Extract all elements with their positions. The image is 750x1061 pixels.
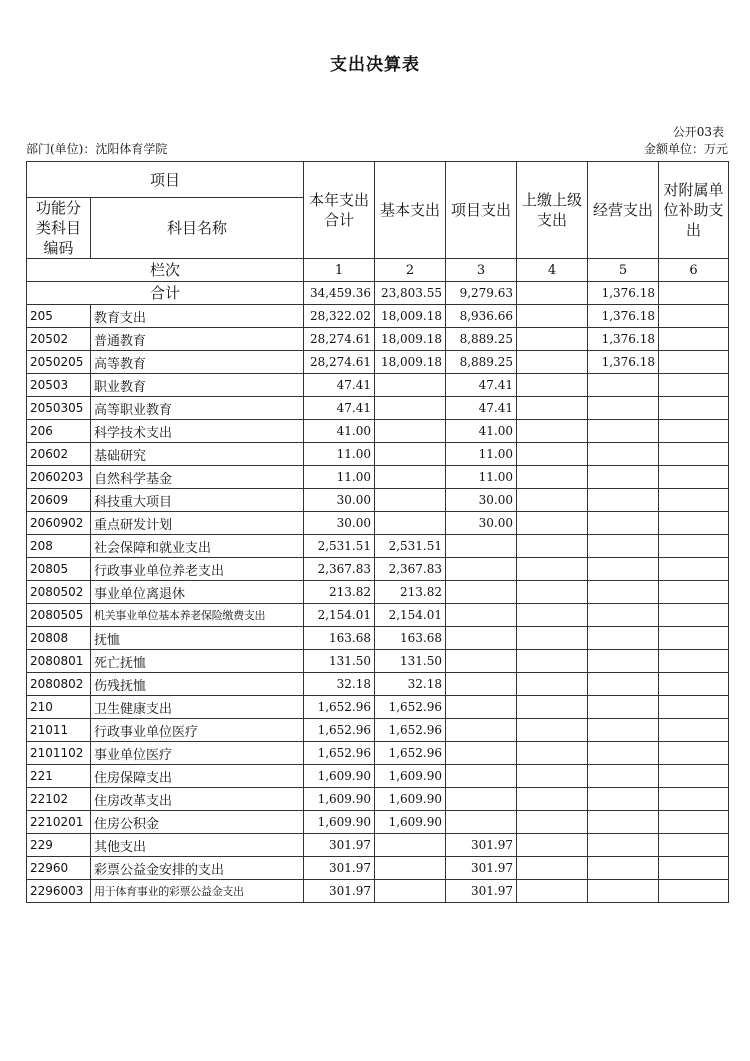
func-code-cell: 229: [27, 834, 91, 857]
amount-cell: [517, 765, 588, 788]
amount-cell: [588, 535, 659, 558]
table-row: [27, 834, 729, 857]
amount-cell: [517, 351, 588, 374]
amount-cell: [659, 880, 729, 903]
amount-cell: 2,531.51: [304, 535, 375, 558]
amount-cell: [588, 443, 659, 466]
department-label: 部门(单位)：沈阳体育学院: [26, 142, 168, 156]
amount-cell: 1,609.90: [304, 765, 375, 788]
amount-cell: 11.00: [304, 443, 375, 466]
subject-name-cell: 社会保障和就业支出: [91, 535, 304, 558]
func-code-cell: 22960: [27, 857, 91, 880]
func-code-cell: 20805: [27, 558, 91, 581]
func-code-cell: 2060203: [27, 466, 91, 489]
amount-cell: 2,367.83: [304, 558, 375, 581]
table-row: [27, 857, 729, 880]
amount-cell: 11.00: [446, 443, 517, 466]
amount-cell: 30.00: [304, 512, 375, 535]
func-code-cell: 206: [27, 420, 91, 443]
header-basic: 基本支出: [375, 162, 446, 259]
amount-cell: 1,376.18: [588, 351, 659, 374]
amount-cell: [517, 811, 588, 834]
amount-cell: [517, 604, 588, 627]
amount-cell: 30.00: [304, 489, 375, 512]
amount-cell: [446, 627, 517, 650]
amount-cell: [588, 673, 659, 696]
table-row: [27, 673, 729, 696]
table-row: [27, 374, 729, 397]
func-code-cell: 20609: [27, 489, 91, 512]
amount-cell: 1,609.90: [375, 788, 446, 811]
subject-name-cell: 职业教育: [91, 374, 304, 397]
func-code-cell: 2080502: [27, 581, 91, 604]
amount-cell: 18,009.18: [375, 351, 446, 374]
amount-cell: [517, 581, 588, 604]
amount-cell: [588, 696, 659, 719]
amount-cell: 1,609.90: [375, 811, 446, 834]
subject-name-cell: 基础研究: [91, 443, 304, 466]
subject-name-cell: 死亡抚恤: [91, 650, 304, 673]
subject-name-cell: 住房保障支出: [91, 765, 304, 788]
amount-cell: 163.68: [375, 627, 446, 650]
amount-cell: [446, 765, 517, 788]
amount-cell: 1,652.96: [375, 719, 446, 742]
amount-cell: [659, 351, 729, 374]
amount-cell: 1,652.96: [304, 742, 375, 765]
amount-cell: 11.00: [304, 466, 375, 489]
amount-cell: [659, 834, 729, 857]
column-index-label: 栏次: [27, 259, 304, 282]
amount-cell: 1,652.96: [304, 696, 375, 719]
amount-cell: 8,936.66: [446, 305, 517, 328]
amount-cell: 213.82: [304, 581, 375, 604]
amount-cell: [375, 420, 446, 443]
amount-cell: 301.97: [446, 834, 517, 857]
table-row: [27, 604, 729, 627]
amount-cell: 41.00: [304, 420, 375, 443]
func-code-cell: 2050305: [27, 397, 91, 420]
amount-cell: [588, 765, 659, 788]
amount-cell: [375, 466, 446, 489]
amount-cell: [588, 420, 659, 443]
subject-name-cell: 住房公积金: [91, 811, 304, 834]
total-cell: [659, 282, 729, 305]
amount-cell: 1,652.96: [375, 742, 446, 765]
amount-cell: [446, 788, 517, 811]
amount-cell: [446, 558, 517, 581]
subject-name-cell: 伤残抚恤: [91, 673, 304, 696]
amount-cell: [517, 305, 588, 328]
func-code-cell: 20502: [27, 328, 91, 351]
amount-cell: 301.97: [304, 857, 375, 880]
amount-cell: [517, 443, 588, 466]
amount-cell: 301.97: [304, 834, 375, 857]
amount-cell: [588, 742, 659, 765]
amount-cell: 2,531.51: [375, 535, 446, 558]
func-code-cell: 21011: [27, 719, 91, 742]
amount-cell: 1,652.96: [375, 696, 446, 719]
subject-name-cell: 机关事业单位基本养老保险缴费支出: [91, 604, 304, 627]
amount-cell: [517, 696, 588, 719]
amount-cell: [659, 627, 729, 650]
table-row: [27, 788, 729, 811]
table-row: [27, 811, 729, 834]
amount-cell: [588, 581, 659, 604]
amount-cell: [659, 305, 729, 328]
amount-cell: [659, 811, 729, 834]
amount-cell: [659, 512, 729, 535]
header-item: 项目: [27, 162, 304, 198]
header-func-code: 功能分类科目编码: [27, 198, 91, 259]
amount-cell: [517, 374, 588, 397]
amount-cell: 47.41: [304, 374, 375, 397]
amount-cell: [375, 443, 446, 466]
amount-cell: [588, 397, 659, 420]
amount-cell: 32.18: [304, 673, 375, 696]
amount-cell: [375, 880, 446, 903]
amount-cell: 11.00: [446, 466, 517, 489]
amount-cell: [375, 397, 446, 420]
table-row: [27, 328, 729, 351]
func-code-cell: 205: [27, 305, 91, 328]
subject-name-cell: 卫生健康支出: [91, 696, 304, 719]
table-row: [27, 535, 729, 558]
amount-cell: [588, 512, 659, 535]
amount-cell: 30.00: [446, 512, 517, 535]
amount-cell: [517, 397, 588, 420]
amount-cell: [588, 374, 659, 397]
amount-cell: [517, 466, 588, 489]
amount-cell: [588, 489, 659, 512]
amount-cell: [588, 719, 659, 742]
amount-cell: 1,652.96: [304, 719, 375, 742]
column-index-cell: 4: [517, 259, 588, 282]
amount-cell: [375, 834, 446, 857]
amount-cell: [588, 880, 659, 903]
total-cell: 9,279.63: [446, 282, 517, 305]
table-row: [27, 443, 729, 466]
amount-cell: 8,889.25: [446, 351, 517, 374]
total-cell: [517, 282, 588, 305]
amount-cell: [659, 420, 729, 443]
amount-cell: [517, 558, 588, 581]
amount-cell: [659, 466, 729, 489]
total-row-label: 合计: [27, 282, 304, 305]
table-row: [27, 765, 729, 788]
amount-cell: [517, 880, 588, 903]
amount-cell: [446, 742, 517, 765]
subject-name-cell: 彩票公益金安排的支出: [91, 857, 304, 880]
func-code-cell: 22102: [27, 788, 91, 811]
amount-cell: [659, 489, 729, 512]
table-row: [27, 742, 729, 765]
amount-cell: 301.97: [446, 880, 517, 903]
amount-cell: [446, 581, 517, 604]
amount-cell: [588, 604, 659, 627]
amount-cell: [446, 673, 517, 696]
table-row: [27, 558, 729, 581]
amount-cell: 2,154.01: [304, 604, 375, 627]
amount-cell: 213.82: [375, 581, 446, 604]
page-title: 支出决算表: [330, 55, 420, 75]
amount-cell: [659, 742, 729, 765]
table-row: [27, 420, 729, 443]
amount-cell: 18,009.18: [375, 305, 446, 328]
amount-cell: 8,889.25: [446, 328, 517, 351]
amount-cell: 41.00: [446, 420, 517, 443]
func-code-cell: 2080505: [27, 604, 91, 627]
subject-name-cell: 高等教育: [91, 351, 304, 374]
header-subject-name: 科目名称: [91, 198, 304, 259]
amount-cell: 47.41: [446, 397, 517, 420]
total-cell: 1,376.18: [588, 282, 659, 305]
table-row: [27, 627, 729, 650]
amount-cell: [375, 489, 446, 512]
func-code-cell: 2050205: [27, 351, 91, 374]
amount-cell: 131.50: [375, 650, 446, 673]
amount-cell: 1,609.90: [304, 811, 375, 834]
amount-unit-label: 金额单位：万元: [643, 142, 728, 156]
amount-cell: [446, 535, 517, 558]
table-row: [27, 397, 729, 420]
amount-cell: [517, 627, 588, 650]
amount-cell: [588, 466, 659, 489]
subject-name-cell: 重点研发计划: [91, 512, 304, 535]
amount-cell: [659, 857, 729, 880]
subject-name-cell: 行政事业单位医疗: [91, 719, 304, 742]
amount-cell: [659, 328, 729, 351]
amount-cell: [517, 535, 588, 558]
table-row: [27, 512, 729, 535]
amount-cell: [659, 673, 729, 696]
func-code-cell: 221: [27, 765, 91, 788]
amount-cell: 28,322.02: [304, 305, 375, 328]
amount-cell: [659, 535, 729, 558]
amount-cell: 18,009.18: [375, 328, 446, 351]
func-code-cell: 2101102: [27, 742, 91, 765]
table-row: [27, 581, 729, 604]
amount-cell: 1,376.18: [588, 328, 659, 351]
amount-cell: [588, 788, 659, 811]
amount-cell: [446, 719, 517, 742]
amount-cell: [588, 650, 659, 673]
table-row: [27, 880, 729, 903]
func-code-cell: 2080802: [27, 673, 91, 696]
amount-cell: 2,154.01: [375, 604, 446, 627]
func-code-cell: 2210201: [27, 811, 91, 834]
subject-name-cell: 用于体育事业的彩票公益金支出: [91, 880, 304, 903]
amount-cell: 28,274.61: [304, 328, 375, 351]
subject-name-cell: 行政事业单位养老支出: [91, 558, 304, 581]
func-code-cell: 20808: [27, 627, 91, 650]
amount-cell: 301.97: [304, 880, 375, 903]
subject-name-cell: 自然科学基金: [91, 466, 304, 489]
amount-cell: [659, 581, 729, 604]
amount-cell: [517, 673, 588, 696]
amount-cell: 47.41: [304, 397, 375, 420]
subject-name-cell: 其他支出: [91, 834, 304, 857]
func-code-cell: 208: [27, 535, 91, 558]
subject-name-cell: 事业单位医疗: [91, 742, 304, 765]
header-upper: 上缴上级支出: [517, 162, 588, 259]
expenditure-table: [26, 161, 729, 903]
amount-cell: 28,274.61: [304, 351, 375, 374]
table-code: 公开03表: [672, 125, 724, 139]
amount-cell: [659, 374, 729, 397]
amount-cell: [517, 719, 588, 742]
amount-cell: [517, 489, 588, 512]
amount-cell: 163.68: [304, 627, 375, 650]
amount-cell: [588, 857, 659, 880]
amount-cell: [517, 788, 588, 811]
amount-cell: [588, 558, 659, 581]
amount-cell: 2,367.83: [375, 558, 446, 581]
amount-cell: 1,376.18: [588, 305, 659, 328]
column-index-cell: 6: [659, 259, 729, 282]
amount-cell: 32.18: [375, 673, 446, 696]
amount-cell: 1,609.90: [304, 788, 375, 811]
amount-cell: 301.97: [446, 857, 517, 880]
amount-cell: 30.00: [446, 489, 517, 512]
total-cell: 34,459.36: [304, 282, 375, 305]
amount-cell: [375, 374, 446, 397]
amount-cell: [659, 443, 729, 466]
amount-cell: [517, 857, 588, 880]
func-code-cell: 2296003: [27, 880, 91, 903]
subject-name-cell: 抚恤: [91, 627, 304, 650]
column-index-cell: 1: [304, 259, 375, 282]
amount-cell: [659, 397, 729, 420]
amount-cell: [659, 558, 729, 581]
amount-cell: [659, 604, 729, 627]
amount-cell: 131.50: [304, 650, 375, 673]
header-project: 项目支出: [446, 162, 517, 259]
amount-cell: [588, 627, 659, 650]
column-index-cell: 5: [588, 259, 659, 282]
table-row: [27, 489, 729, 512]
amount-cell: [517, 834, 588, 857]
amount-cell: [588, 811, 659, 834]
table-row: [27, 650, 729, 673]
amount-cell: [517, 742, 588, 765]
amount-cell: [517, 420, 588, 443]
amount-cell: [659, 696, 729, 719]
column-index-cell: 2: [375, 259, 446, 282]
amount-cell: [659, 765, 729, 788]
func-code-cell: 2080801: [27, 650, 91, 673]
amount-cell: [446, 696, 517, 719]
subject-name-cell: 科学技术支出: [91, 420, 304, 443]
func-code-cell: 20602: [27, 443, 91, 466]
table-row: [27, 466, 729, 489]
func-code-cell: 20503: [27, 374, 91, 397]
amount-cell: [659, 788, 729, 811]
amount-cell: [446, 650, 517, 673]
table-row: [27, 696, 729, 719]
amount-cell: [446, 604, 517, 627]
header-operating: 经营支出: [588, 162, 659, 259]
amount-cell: [659, 719, 729, 742]
table-row: [27, 719, 729, 742]
amount-cell: [517, 512, 588, 535]
amount-cell: [588, 834, 659, 857]
subject-name-cell: 事业单位离退休: [91, 581, 304, 604]
amount-cell: [375, 512, 446, 535]
subject-name-cell: 教育支出: [91, 305, 304, 328]
subject-name-cell: 高等职业教育: [91, 397, 304, 420]
column-index-cell: 3: [446, 259, 517, 282]
amount-cell: 47.41: [446, 374, 517, 397]
amount-cell: 1,609.90: [375, 765, 446, 788]
header-total: 本年支出合计: [304, 162, 375, 259]
func-code-cell: 2060902: [27, 512, 91, 535]
amount-cell: [375, 857, 446, 880]
subject-name-cell: 科技重大项目: [91, 489, 304, 512]
func-code-cell: 210: [27, 696, 91, 719]
amount-cell: [659, 650, 729, 673]
total-cell: 23,803.55: [375, 282, 446, 305]
table-row: [27, 305, 729, 328]
header-subsidy: 对附属单位补助支出: [659, 162, 729, 259]
amount-cell: [517, 650, 588, 673]
amount-cell: [446, 811, 517, 834]
table-row: [27, 351, 729, 374]
amount-cell: [517, 328, 588, 351]
subject-name-cell: 住房改革支出: [91, 788, 304, 811]
subject-name-cell: 普通教育: [91, 328, 304, 351]
